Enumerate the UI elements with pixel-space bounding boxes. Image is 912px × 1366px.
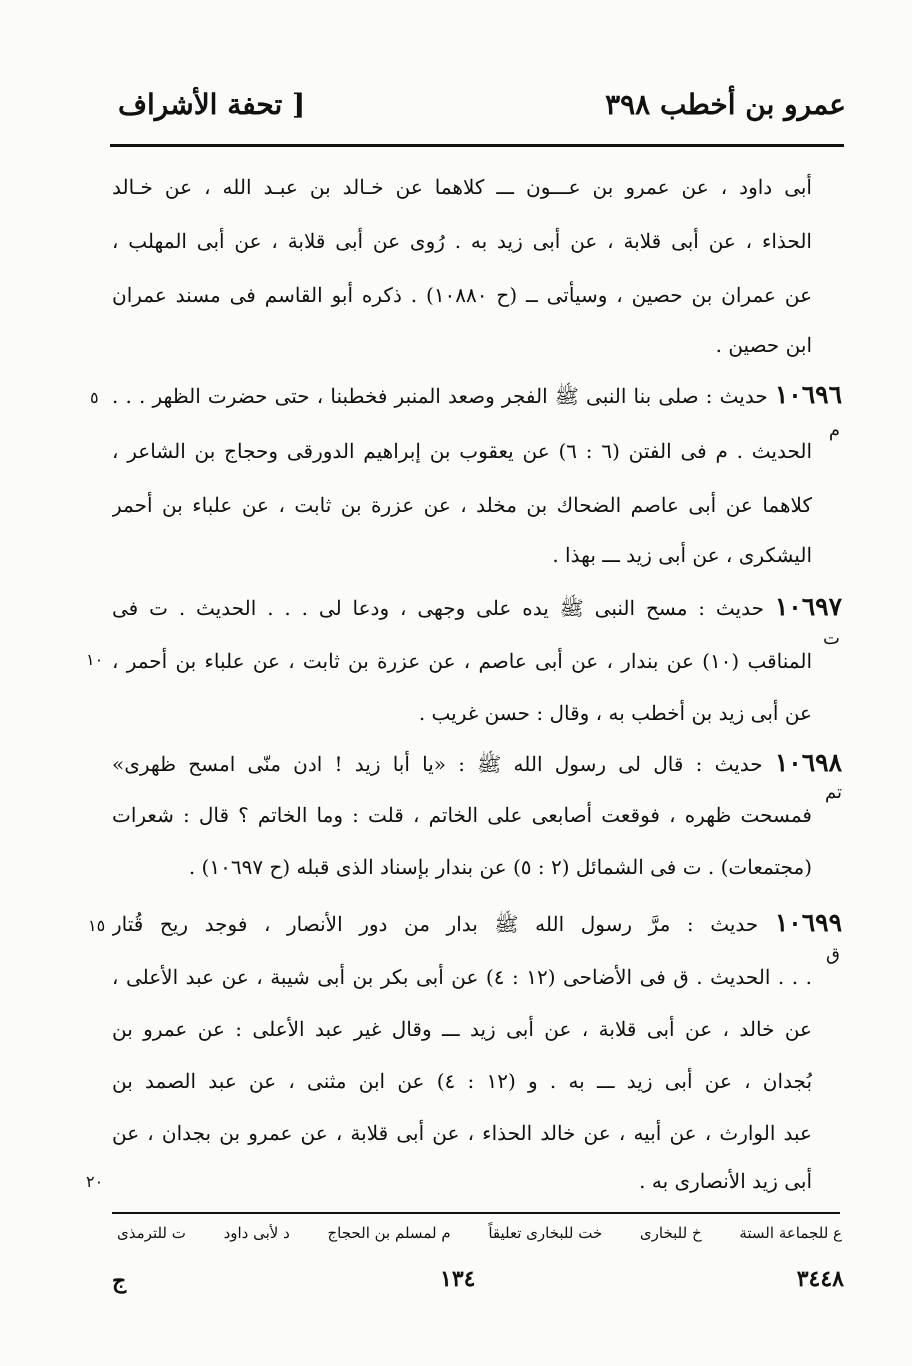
entry-10699-line-4: بُجدان ، عن أبى زيد ـــ به . و (١٢ : ٤) عن ابن مثنى ، عن عبد الصمد بن [112, 1069, 812, 1093]
entry-10696-heading [112, 380, 842, 411]
legend-item: م لمسلم بن الحجاج [327, 1224, 451, 1242]
entry-10698-line-2: فمسحت ظهره ، فوقعت أصابعى على الخاتم ، قلت : وما الخاتم ؟ قال : شعرات [112, 803, 812, 827]
entry-10696-line-4: اليشكرى ، عن أبى زيد ـــ بهذا . [552, 543, 812, 567]
entry-10699-line-3: عن خالد ، عن أبى قلابة ، عن أبى زيد ـــ وقال غير عبد الأعلى : عن عمرو بن [112, 1017, 812, 1041]
entry-10697-heading [112, 592, 842, 623]
margin-line-number: ٥ [90, 388, 99, 407]
entry-10697-line-3: عن أبى زيد بن أخطب به ، وقال : حسن غريب . [418, 701, 812, 725]
volume-entry-count: ٣٤٤٨ [796, 1266, 844, 1292]
signature-letter: ج [112, 1268, 127, 1294]
hadith-text: حديث : مسح النبى ﷺ يده على وجهى ، ودعا لى . . . الحديث . ت فى [112, 596, 764, 620]
hadith-number: ١٠٦٩٨ [774, 748, 842, 777]
header-rule [110, 144, 844, 147]
para0-line-4: ابن حصين . [715, 333, 812, 357]
margin-siglum: ت [823, 628, 840, 649]
running-head-book: [ تحفة الأشراف [118, 88, 306, 121]
footer-rule [112, 1212, 840, 1214]
entry-10696-line-2: الحديث . م فى الفتن (٦ : ٦) عن يعقوب بن إبراهيم الدورقى وحجاج بن الشاعر ، [112, 439, 812, 463]
entry-10699-line-2: . . . الحديث . ق فى الأضاحى (١٢ : ٤) عن أبى بكر بن أبى شيبة ، عن عبد الأعلى ، [112, 965, 812, 989]
margin-line-number: ١٠ [86, 650, 104, 669]
para0-line-1: أبى داود ، عن عمرو بن عـــون ـــ كلاهما عن خـالد بن عبـد الله ، عن خـالد [112, 175, 812, 199]
hadith-number: ١٠٦٩٩ [774, 908, 842, 937]
margin-line-number: ١٥ [88, 916, 106, 935]
para0-line-3: عن عمران بن حصين ، وسيأتى ــ (ح ١٠٨٨٠) . ذكره أبو القاسم فى مسند عمران [112, 283, 812, 307]
entry-10697-line-2: المناقب (١٠) عن بندار ، عن أبى عاصم ، عن عزرة بن ثابت ، عن علباء بن أحمر ، [112, 649, 812, 673]
running-head-title: عمرو بن أخطب ٣٩٨ [605, 88, 846, 121]
margin-siglum: ق [826, 944, 840, 965]
entry-10699-line-6: أبى زيد الأنصارى به . [639, 1169, 812, 1193]
entry-10699-heading [112, 908, 842, 939]
entry-10698-line-3: (مجتمعات) . ت فى الشمائل (٢ : ٥) عن بندار بإسناد الذى قبله (ح ١٠٦٩٧) . [188, 855, 812, 879]
legend-item: ت للترمذى [117, 1224, 186, 1242]
hadith-text: حديث : صلى بنا النبى ﷺ الفجر وصعد المنبر فخطبنا ، حتى حضرت الظهر . . . [112, 384, 768, 408]
entry-10698-heading [112, 748, 842, 779]
sigla-legend [117, 1224, 842, 1242]
margin-line-number: ٢٠ [86, 1172, 104, 1191]
para0-line-2: الحذاء ، عن أبى قلابة ، عن أبى زيد به . رُوى عن أبى قلابة ، عن أبى المهلب ، [112, 229, 812, 253]
legend-item: خت للبخارى تعليقاً [488, 1224, 603, 1242]
entry-10699-line-5: عبد الوارث ، عن أبيه ، عن خالد الحذاء ، عن أبى قلابة ، عن عمرو بن بجدان ، عن [112, 1121, 812, 1145]
hadith-number: ١٠٦٩٧ [774, 592, 842, 621]
margin-siglum: تم [825, 782, 842, 803]
entry-10696-line-3: كلاهما عن أبى عاصم الضحاك بن مخلد ، عن عزرة بن ثابت ، عن علباء بن أحمر [112, 493, 812, 517]
legend-item: ع للجماعة الستة [739, 1224, 842, 1242]
hadith-text: حديث : قال لى رسول الله ﷺ : «يا أبا زيد ! ادن منّى امسح ظهرى» [112, 752, 763, 776]
legend-item: د لأبى داود [223, 1224, 290, 1242]
legend-item: خ للبخارى [639, 1224, 702, 1242]
page-number: ١٣٤ [440, 1266, 476, 1292]
hadith-text: حديث : مرَّ رسول الله ﷺ بدار من دور الأنصار ، فوجد ريح قُتار [112, 912, 759, 936]
hadith-number: ١٠٦٩٦ [774, 380, 842, 409]
margin-siglum: م [828, 420, 840, 441]
